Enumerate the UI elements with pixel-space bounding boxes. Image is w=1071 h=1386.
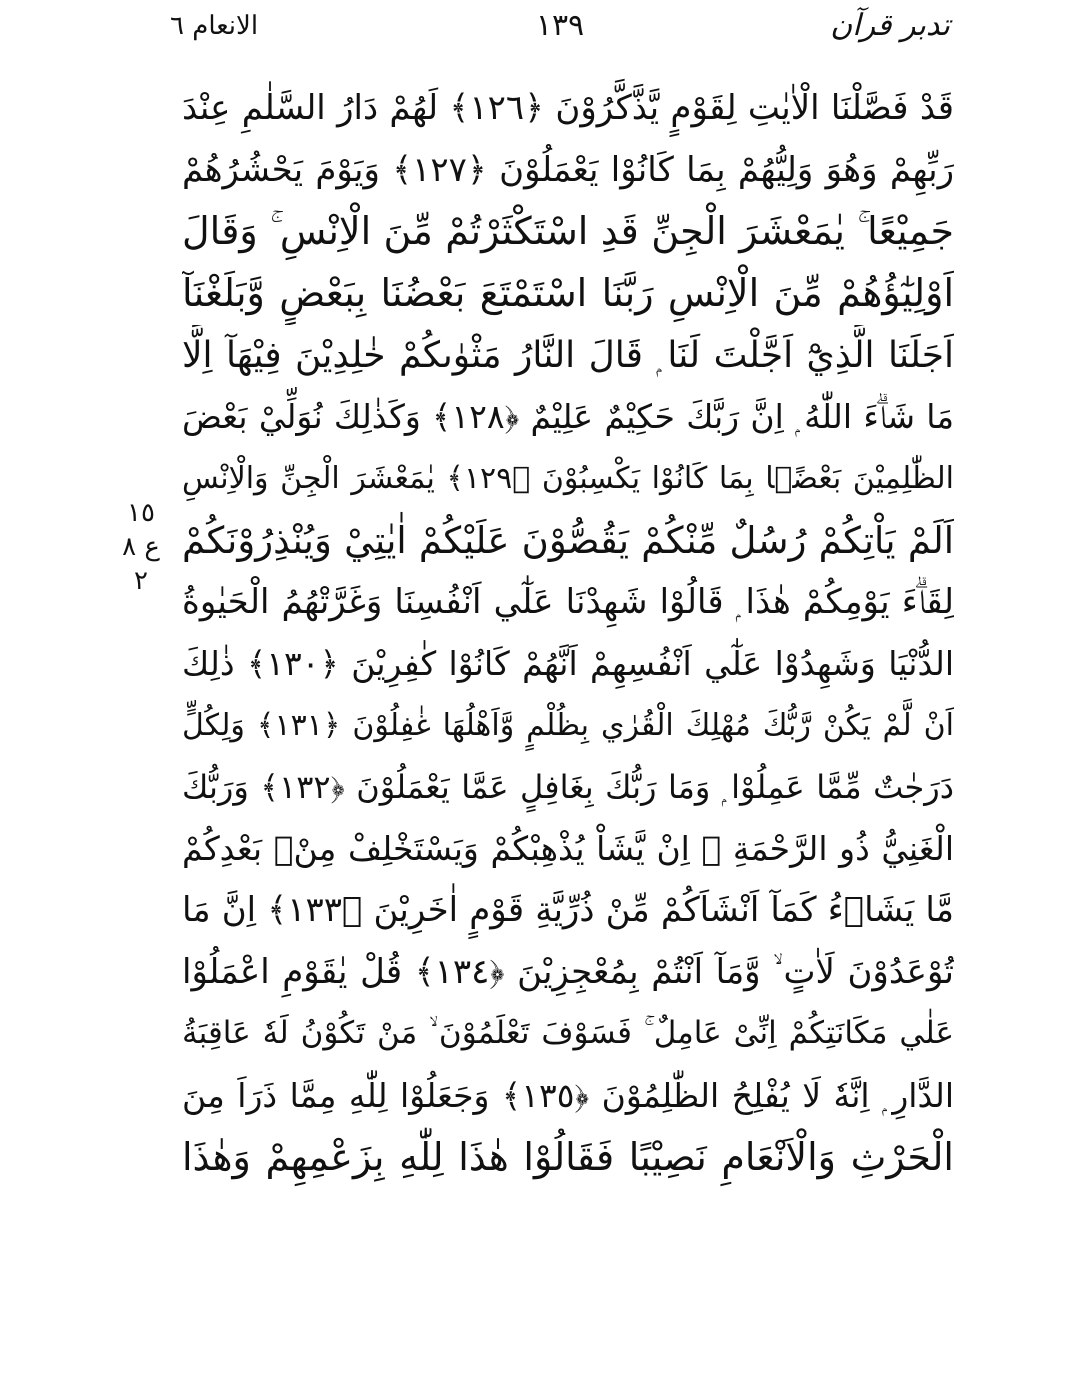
- text-line: اَنْ لَّمْ يَكُنْ رَّبُّكَ مُهْلِكَ الْقُرٰي بِظُلْمٍ وَّاَهْلُهَا غٰفِلُوْنَ ﴿١٣١﴾ وَلِكُلٍّ: [182, 707, 954, 743]
- surah-label: الانعام ٦: [170, 11, 259, 41]
- text-line: عَلٰي مَكَانَتِكُمْ اِنِّىْ عَامِلٌ ۚ فَسَوْفَ تَعْلَمُوْنَ ۙ مَنْ تَكُوْنُ لَهٗ عَاقِبَةُ: [182, 1015, 954, 1052]
- text-line: اَلَمْ يَاْتِكُمْ رُسُلٌ مِّنْكُمْ يَقُصُّوْنَ عَلَيْكُمْ اٰيٰتِيْ وَيُنْذِرُوْنَكُمْ: [182, 518, 954, 562]
- text-line: دَرَجٰتٌ مِّمَّا عَمِلُوْا ۭ وَمَا رَبُّكَ بِغَافِلٍ عَمَّا يَعْمَلُوْنَ ﴿١٣٢﴾ وَرَبُّكَ: [182, 767, 954, 806]
- text-line: الْغَنِيُّ ذُو الرَّحْمَةِ ۭ اِنْ يَّشَاْ يُذْهِبْكُمْ وَيَسْتَخْلِفْ مِنْۢ بَعْدِكُمْ: [182, 829, 954, 869]
- text-line: اَوْلِيٰٓؤُهُمْ مِّنَ الْاِنْسِ رَبَّنَا اسْتَمْتَعَ بَعْضُنَا بِبَعْضٍ وَّبَلَغْنَآ: [182, 271, 954, 316]
- text-line: مَّا يَشَاۗءُ كَمَآ اَنْشَاَكُمْ مِّنْ ذُرِّيَّةِ قَوْمٍ اٰخَرِيْنَ ﴿١٣٣﴾ اِنَّ مَا: [182, 889, 954, 930]
- verse-text-block: [182, 78, 954, 1188]
- text-line: الظّٰلِمِيْنَ بَعْضًۢا بِمَا كَانُوْا يَكْسِبُوْنَ ﴿١٢٩﴾ يٰمَعْشَرَ الْجِنِّ وَالْاِنْسِ: [182, 461, 954, 497]
- text-line: مَا شَاۗءَ اللّٰهُ ۭ اِنَّ رَبَّكَ حَكِيْمٌ عَلِيْمٌ ﴿١٢٨﴾ وَكَذٰلِكَ نُوَلِّيْ بَعْضَ: [182, 397, 954, 437]
- text-line: قَدْ فَصَّلْنَا الْاٰيٰتِ لِقَوْمٍ يَّذَّكَّرُوْنَ ﴿١٢٦﴾ لَهُمْ دَارُ السَّلٰمِ عِنْدَ: [182, 88, 954, 128]
- ruku-marker-line: ١٥: [127, 498, 155, 528]
- ruku-marker-line: ع ٨: [122, 532, 160, 562]
- ruku-marker: [118, 496, 164, 598]
- text-line: الدَّارِ ۭ اِنَّهٗ لَا يُفْلِحُ الظّٰلِمُوْنَ ﴿١٣٥﴾ وَجَعَلُوْا لِلّٰهِ مِمَّا ذَرَاَ مِنَ: [182, 1076, 954, 1115]
- page-number: ۱۳۹: [535, 8, 585, 43]
- text-line: تُوْعَدُوْنَ لَاٰتٍ ۙ وَّمَآ اَنْتُمْ بِمُعْجِزِيْنَ ﴿١٣٤﴾ قُلْ يٰقَوْمِ اعْمَلُوْا: [182, 951, 954, 992]
- text-line: جَمِيْعًا ۚ يٰمَعْشَرَ الْجِنِّ قَدِ اسْتَكْثَرْتُمْ مِّنَ الْاِنْسِ ۚ وَقَالَ: [182, 209, 954, 254]
- text-line: لِقَاۗءَ يَوْمِكُمْ هٰذَا ۭ قَالُوْا شَهِدْنَا عَلٰٓي اَنْفُسِنَا وَغَرَّتْهُمُ الْحَيٰوةُ: [182, 581, 954, 622]
- page-header: [170, 6, 950, 46]
- book-title: تدبر قرآن: [830, 8, 950, 43]
- text-line: الدُّنْيَا وَشَهِدُوْا عَلٰٓي اَنْفُسِهِمْ اَنَّهُمْ كَانُوْا كٰفِرِيْنَ ﴿١٣٠﴾ ذٰلِكَ: [182, 644, 954, 684]
- text-line: رَبِّهِمْ وَهُوَ وَلِيُّهُمْ بِمَا كَانُوْا يَعْمَلُوْنَ ﴿١٢٧﴾ وَيَوْمَ يَحْشُرُهُمْ: [182, 149, 954, 190]
- text-line: اَجَلَنَا الَّذِيْٓ اَجَّلْتَ لَنَا ۭ قَالَ النَّارُ مَثْوٰىكُمْ خٰلِدِيْنَ فِيْهَآ اِلَّا: [182, 334, 954, 376]
- text-line: الْحَرْثِ وَالْاَنْعَامِ نَصِيْبًا فَقَالُوْا هٰذَا لِلّٰهِ بِزَعْمِهِمْ وَهٰذَا: [182, 1134, 954, 1179]
- ruku-marker-line: ٢: [134, 566, 148, 596]
